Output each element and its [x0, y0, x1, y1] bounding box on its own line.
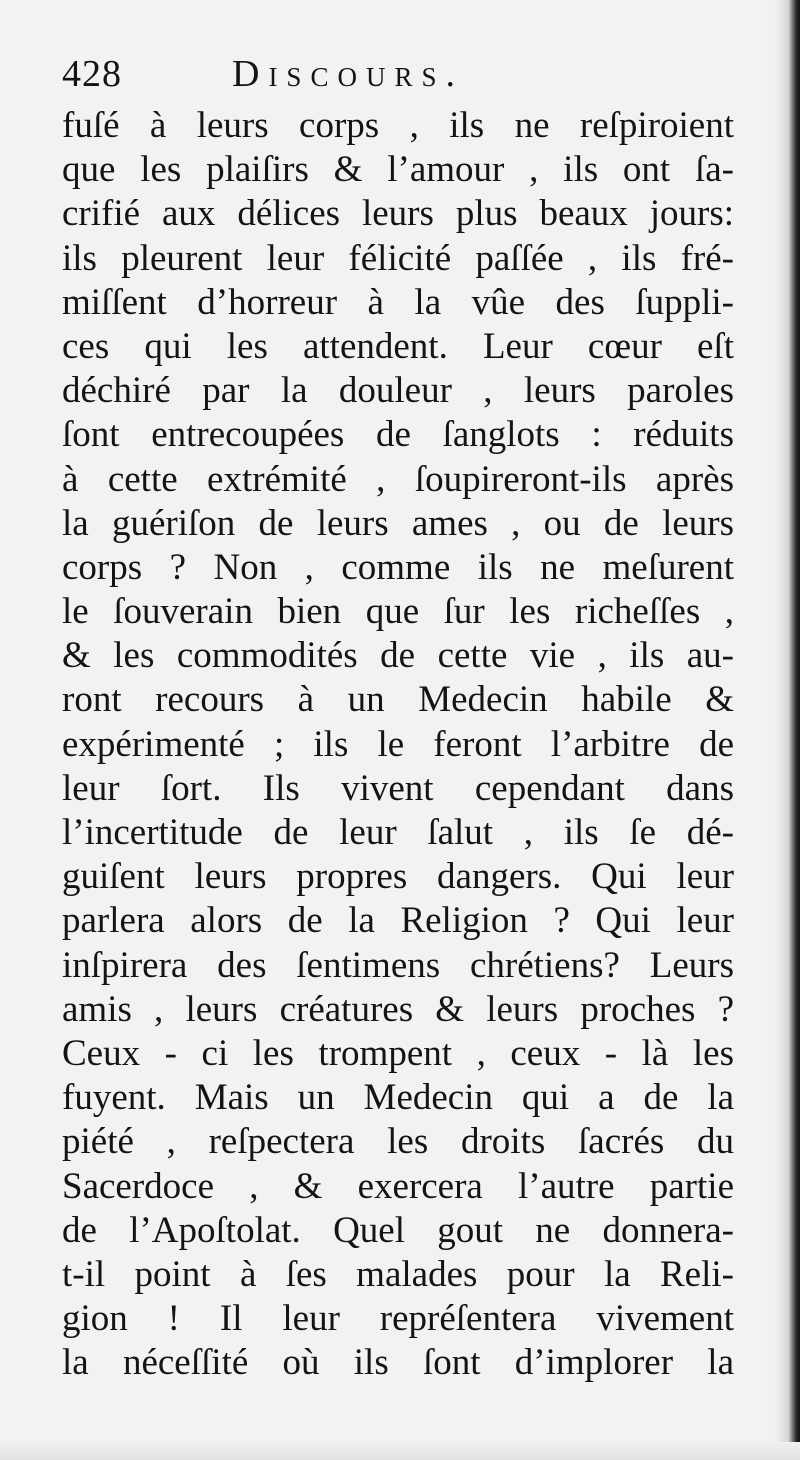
text-line: la néceſſité où ils ſont d’implorer la — [62, 1342, 734, 1384]
text-line: leur ſort. Ils vivent cependant dans — [62, 767, 734, 809]
text-line: fuſé à leurs corps , ils ne reſpiroient — [62, 105, 734, 146]
text-line: fuyent. Mais un Medecin qui a de la — [62, 1077, 734, 1119]
text-line: Ceux - ci les trompent , ceux - là les — [62, 1032, 734, 1074]
page-text-block — [62, 52, 734, 1385]
text-line: ces qui les attendent. Leur cœur eſt — [62, 325, 734, 367]
text-line: de l’Apoſtolat. Quel gout ne donnera- — [62, 1209, 734, 1251]
text-line: que les plaiſirs & l’amour , ils ont ſa- — [62, 149, 734, 191]
text-line: ils pleurent leur félicité paſſée , ils fré- — [62, 237, 734, 279]
text-line: gion ! Il leur repréſentera vivement — [62, 1298, 734, 1340]
page-bottom-margin — [0, 1442, 800, 1460]
text-line: Sacerdoce , & exercera l’autre partie — [62, 1165, 734, 1207]
running-head — [62, 52, 734, 104]
text-line: inſpirera des ſentimens chrétiens? Leurs — [62, 944, 734, 986]
text-line: corps ? Non , comme ils ne meſurent — [62, 546, 734, 588]
text-line: & les commodités de cette vie , ils au- — [62, 635, 734, 677]
text-line: ſont entrecoupées de ſanglots : réduits — [62, 414, 734, 456]
text-line: piété , reſpectera les droits ſacrés du — [62, 1121, 734, 1163]
text-line: amis , leurs créatures & leurs proches ? — [62, 988, 734, 1030]
text-line: expérimenté ; ils le feront l’arbitre de — [62, 723, 734, 765]
text-line: parlera alors de la Religion ? Qui leur — [62, 900, 734, 942]
text-line: t-il point à ſes malades pour la Reli- — [62, 1253, 734, 1295]
text-line: le ſouverain bien que ſur les richeſſes , — [62, 591, 734, 633]
page-edge-shadow — [774, 0, 800, 1460]
text-line: à cette extrémité , ſoupireront-ils après — [62, 458, 734, 500]
page-number: 428 — [62, 53, 122, 95]
text-line: miſſent d’horreur à la vûe des ſuppli- — [62, 281, 734, 323]
text-line: guiſent leurs propres dangers. Qui leur — [62, 856, 734, 898]
text-line: l’incertitude de leur ſalut , ils ſe dé- — [62, 812, 734, 853]
body-text — [62, 104, 734, 1385]
running-title: Discours. — [232, 53, 464, 95]
text-line: ront recours à un Medecin habile & — [62, 679, 734, 721]
text-line: crifié aux délices leurs plus beaux jours: — [62, 193, 734, 235]
text-line: la guériſon de leurs ames , ou de leurs — [62, 502, 734, 544]
text-line: déchiré par la douleur , leurs paroles — [62, 370, 734, 412]
